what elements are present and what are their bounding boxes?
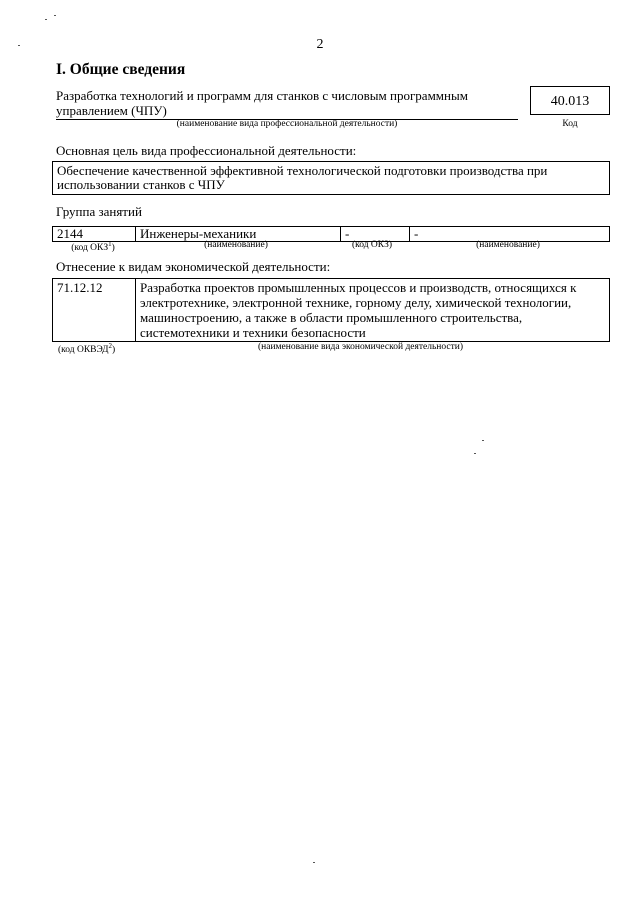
section-title: I. Общие сведения [56, 61, 186, 78]
caption-okz-code: (код ОКЗ$^1$) [71, 240, 115, 254]
caption-okz-code-2: (код ОКЗ) [351, 240, 393, 250]
scan-speck [313, 862, 315, 863]
goal-text: Обеспечение качественной эффективной технологической подготовки производства при использовании станков с ЧПУ [52, 161, 610, 195]
economic-activity-name-cell: Разработка проектов промышленных процессов и производств, относящихся к электротехнике, электронной технике, горному делу, химической технологии, машиностроению, а также в области промышленного строительства, системотехники и техники безопасности [136, 279, 610, 342]
scan-speck [482, 440, 484, 441]
occupation-name-cell: Инженеры-механики [136, 227, 341, 242]
caption-name: (наименование) [204, 240, 268, 250]
page-number: 2 [316, 37, 324, 52]
caption-name-2: (наименование) [476, 240, 540, 250]
occupation-name-cell-2: - [410, 227, 610, 242]
scan-speck [18, 45, 20, 46]
okz-code-cell-2: - [341, 227, 410, 242]
code-caption: Код [562, 119, 578, 129]
economic-activity-table [52, 278, 610, 342]
scan-speck [54, 15, 56, 16]
okz-code-cell: 2144 [53, 227, 136, 242]
caption-okved-code: (код ОКВЭД$^2$) [58, 342, 116, 356]
activity-code: 40.013 [530, 86, 610, 115]
caption-economic-activity-name: (наименование вида экономической деятельности) [258, 342, 463, 352]
activity-name: Разработка технологий и программ для станков с числовым программным управлением (ЧПУ) [56, 88, 468, 118]
goal-label: Основная цель вида профессиональной деятельности: [56, 143, 357, 158]
scan-speck [474, 453, 476, 454]
table-row [53, 279, 610, 342]
activity-caption: (наименование вида профессиональной деятельности) [176, 119, 398, 129]
scan-speck [45, 19, 47, 20]
economic-activity-label: Отнесение к видам экономической деятельности: [56, 259, 331, 274]
okved-code-cell: 71.12.12 [53, 279, 136, 342]
occupation-group-label: Группа занятий [56, 204, 142, 219]
